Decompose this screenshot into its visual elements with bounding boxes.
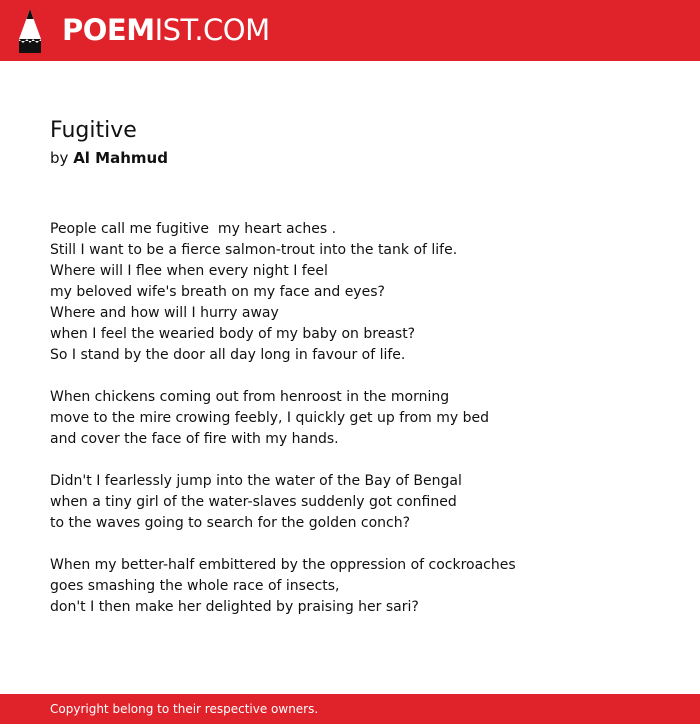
poem-line: People call me fugitive my heart aches . [50, 221, 337, 237]
poem-line: when a tiny girl of the water-slaves suddenly got confined [50, 494, 457, 510]
site-footer [0, 694, 700, 724]
pencil-icon[interactable] [18, 9, 42, 53]
poem-line: goes smashing the whole race of insects, [50, 578, 340, 594]
poem-line: Where and how will I hurry away [50, 305, 279, 321]
poem-line: my beloved wife's breath on my face and eyes? [50, 284, 385, 300]
brand-light: IST.COM [154, 13, 270, 47]
by-label: by [50, 149, 69, 167]
poem-line: when I feel the wearied body of my baby on breast? [50, 326, 416, 342]
poem-stanza [50, 471, 670, 534]
poem-line: When my better-half embittered by the oppression of cockroaches [50, 557, 516, 573]
poem-title: Fugitive [50, 118, 137, 143]
author-name[interactable]: Al Mahmud [73, 149, 168, 167]
poem-line: move to the mire crowing feebly, I quickly get up from my bed [50, 410, 489, 426]
site-header [0, 0, 700, 61]
poem-stanza [50, 219, 670, 366]
poem-line: and cover the face of fire with my hands. [50, 431, 339, 447]
copyright-text: Copyright belong to their respective owners. [50, 702, 319, 716]
poem-body [50, 219, 670, 639]
poem-line: When chickens coming out from henroost in the morning [50, 389, 450, 405]
site-logo-text[interactable] [62, 13, 270, 47]
poem-line: Still I want to be a fierce salmon-trout into the tank of life. [50, 242, 458, 258]
poem-line: don't I then make her delighted by praising her sari? [50, 599, 419, 615]
poem-line: Didn't I fearlessly jump into the water of the Bay of Bengal [50, 473, 462, 489]
poem-stanza [50, 387, 670, 450]
byline [50, 149, 168, 167]
poem-stanza [50, 555, 670, 618]
poem-line: to the waves going to search for the golden conch? [50, 515, 411, 531]
brand-bold: POEM [62, 13, 155, 47]
poem-line: Where will I flee when every night I feel [50, 263, 328, 279]
poem-line: So I stand by the door all day long in favour of life. [50, 347, 406, 363]
